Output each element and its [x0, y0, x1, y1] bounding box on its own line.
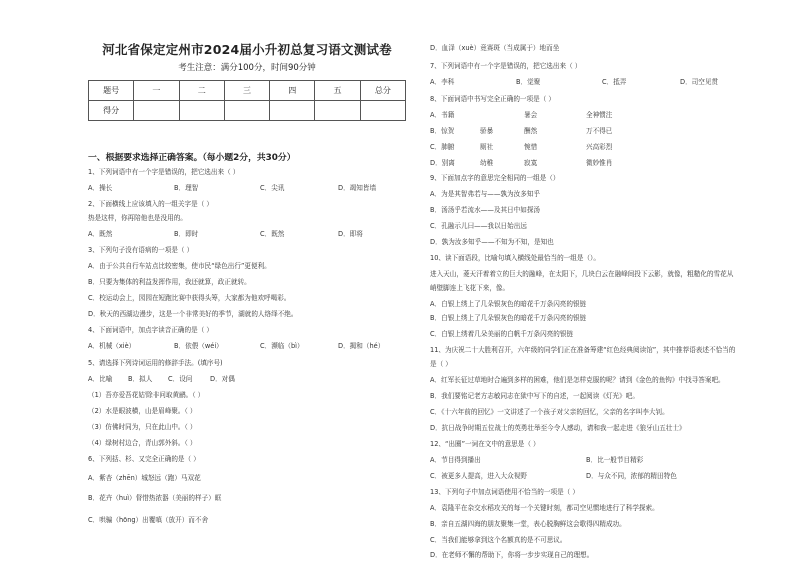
option-word: 幼稚 — [480, 159, 494, 167]
option[interactable]: C．被更多人提高，进入大众视野 — [430, 472, 527, 480]
question-11: 11、为庆祝二十大胜利召开，六年级的同学们正在准备筹建“红色经典阅读馆”，其中推荐语表述不恰当的 — [430, 346, 736, 354]
option[interactable]: A．李科 — [430, 78, 455, 86]
option[interactable]: B．比一般节目精彩 — [586, 456, 644, 464]
score-header-cell: 二 — [179, 81, 224, 101]
question-10-option-c[interactable]: C．白银上绣着几朵美丽的白帆千万条闪亮的银链 — [430, 330, 574, 338]
option[interactable]: D．对偶 — [210, 375, 235, 383]
option[interactable]: B．拟人 — [128, 375, 153, 383]
question-6-option-b[interactable]: B．花卉（huì）督惜热浓器（美丽的样子）眶 — [88, 494, 222, 502]
question-8: 8、下面词语中书写完全正确的一项是（ ） — [430, 95, 555, 103]
question-13-option-b[interactable]: B．亲自五湖四海的朋友聚集一堂，表心脱胸鲜这会歌得四精成功。 — [430, 520, 626, 528]
score-cell[interactable] — [360, 101, 405, 121]
score-header-cell: 三 — [224, 81, 269, 101]
option-label: A．书籍 — [430, 111, 455, 119]
question-1: 1、下列词语中有一个字是错误的，把它选出来（ ） — [88, 168, 240, 176]
option-word: 兴高彩烈 — [586, 143, 613, 151]
score-cell[interactable] — [179, 101, 224, 121]
question-11-option-c[interactable]: C．《十六年前的回忆》一文讲述了一个孩子对父亲的回忆，父亲的名字叫李大钊。 — [430, 408, 669, 416]
question-3: 3、下列句子没有语病的一项是（ ） — [88, 246, 194, 254]
question-10: 10、读下面语段，比喻句填入横线处最恰当的一组是（）。 — [430, 254, 600, 262]
question-3-option-b[interactable]: B．只要为集体的利益发挥作用，我还就算，政正就转。 — [88, 278, 251, 286]
score-table-row — [89, 101, 406, 121]
option[interactable]: A．操长 — [88, 184, 113, 192]
option-label: B．惊贺 — [430, 127, 455, 135]
option-label: C．肺腑 — [430, 143, 455, 151]
question-11-option-d[interactable]: D．抗日战争时期五位战士的英勇壮举至今令人感动，请和我一起走进《狼牙山五壮士》 — [430, 424, 686, 432]
score-cell[interactable] — [134, 101, 179, 121]
question-9-option-b[interactable]: B．汤汤乎若流水——及其日中如探汤 — [430, 206, 541, 214]
section-title: 一、根据要求选择正确答案。（每小题2分，共30分） — [88, 153, 296, 163]
option[interactable]: C．濒临（bì） — [260, 342, 304, 350]
question-9-option-a[interactable]: A．为是其智弗若与——孰为汝多知乎 — [430, 190, 541, 198]
score-header-cell: 一 — [134, 81, 179, 101]
score-row-label: 得分 — [89, 101, 134, 121]
score-cell[interactable] — [315, 101, 360, 121]
option-word: 寂寞 — [524, 159, 538, 167]
option[interactable]: C．抵弄 — [602, 78, 627, 86]
option-word: 厕社 — [480, 143, 494, 151]
question-2-sentence: 热是这样，你再陪他也是没用的。 — [88, 214, 187, 222]
option-label: D．别离 — [430, 159, 455, 167]
option[interactable]: D．即将 — [338, 230, 363, 238]
question-5-item-2: （2）水是眼波横，山是眉峰聚。（ ） — [88, 407, 197, 415]
option[interactable]: A．既然 — [88, 230, 113, 238]
question-5-item-1: （1）吾亦爱吾花姑ⁱ除非问取黄鹂。（ ） — [88, 391, 205, 399]
question-10-option-a[interactable]: A．白银上绣上了几朵银灰色的暗花千万条闪亮的银链 — [430, 300, 587, 308]
question-9-option-c[interactable]: C．孔融示儿曰——我以日始出远 — [430, 222, 527, 230]
question-13-option-a[interactable]: A．袁隆平在杂交水稻攻关的每一个关键时刻，都司空见惯地进行了科学探索。 — [430, 504, 659, 512]
question-7: 7、下列词语中有一个字是错误的，把它选出来（ ） — [430, 62, 582, 70]
question-12: 12、“出圈”一词在文中的意思是（ ） — [430, 440, 540, 448]
option-word: 微妙惟肖 — [586, 159, 613, 167]
option[interactable]: D．与众不同，浓郁的精田特色 — [586, 472, 677, 480]
option[interactable]: D．司空见贯 — [680, 78, 719, 86]
question-10-passage-line-1: 进入天山，菱天汗着着立的巨大的融峰，在太阳下，几块白云在融峰间投下云影，就像，粗糙化的雪花从 — [430, 270, 734, 278]
score-header-cell: 题号 — [89, 81, 134, 101]
question-6-option-a[interactable]: A．紫杏（zhēn）城怒远（跑）马双花 — [88, 474, 201, 482]
score-header-cell: 五 — [315, 81, 360, 101]
option-word: 全神惯注 — [586, 111, 613, 119]
score-header-cell: 四 — [270, 81, 315, 101]
option-word: 暑会 — [524, 111, 538, 119]
question-3-option-a[interactable]: A．由于公共自行车站点比较密集，使市民“绿色出行”更便利。 — [88, 262, 271, 270]
option[interactable]: A．机械（xiè） — [88, 342, 136, 350]
exam-notice: 考生注意：满分100分，时间90分钟 — [178, 63, 316, 73]
question-9-option-d[interactable]: D．孰为汝多知乎——不知为不知，是知也 — [430, 238, 554, 246]
option[interactable]: B．依偎（wéi） — [174, 342, 223, 350]
option[interactable]: B．理智 — [174, 184, 199, 192]
question-11-option-b[interactable]: B．我们要铭记老方志敏同志在狱中写下的自述，一起阅读《灯光》吧。 — [430, 392, 639, 400]
question-13: 13、下列句子中加点词语使用不恰当的一项是（ ） — [430, 488, 579, 496]
score-table — [88, 80, 406, 121]
option[interactable]: B．即时 — [174, 230, 199, 238]
page-title: 河北省保定定州市2024届小升初总复习语文测试卷 — [102, 42, 392, 57]
question-5-item-4: （4）绿树村边合，青山郭外斜。（ ） — [88, 439, 197, 447]
option[interactable]: C．设问 — [168, 375, 193, 383]
option[interactable]: D．揭和（hé） — [338, 342, 385, 350]
question-10-option-b[interactable]: B．白银上绣上了几朵银灰色的暗花千万条闪亮的银链 — [430, 314, 587, 322]
question-10-passage-line-2: 峭壁脚连上飞花下来，像。 — [430, 284, 510, 292]
option-word: 万不得已 — [586, 127, 613, 135]
score-header-cell: 总分 — [360, 81, 405, 101]
option[interactable]: A．节目得到播出 — [430, 456, 481, 464]
score-cell[interactable] — [224, 101, 269, 121]
question-11-option-a[interactable]: A．红军长征过草地时合遍到多样的困难，他们是怎样克服的呢？请到《金色的鱼钩》中找寻答案吧。 — [430, 376, 725, 384]
option[interactable]: A．比喻 — [88, 375, 113, 383]
option[interactable]: C．既然 — [260, 230, 285, 238]
question-13-option-d[interactable]: D．在老师不懈的帮助下，你将一步步实现自己的理想。 — [430, 551, 594, 559]
question-3-option-d[interactable]: D．秋天的西湖边漫步，这是一个非常美好的季节，湖就的人络绎不绝。 — [88, 310, 298, 318]
score-table-header-row — [89, 81, 406, 101]
question-11-blank: 是（ ） — [430, 360, 452, 368]
score-cell[interactable] — [270, 101, 315, 121]
question-6-option-c[interactable]: C．哄骗（hōng）出覆嗔（放开）而不舍 — [88, 516, 209, 524]
option-word: 骄暴 — [480, 127, 494, 135]
option-word: 酬然 — [524, 127, 538, 135]
question-6-option-d[interactable]: D．血泽（xuè）竟赛斑（当成属于）地而坐 — [430, 44, 560, 52]
question-13-option-c[interactable]: C．当我们能够拿到这个名额真的是不可思议。 — [430, 536, 567, 544]
question-4: 4、下面词语中，加点字读音正确的是（ ） — [88, 326, 213, 334]
option[interactable]: C．尖讯 — [260, 184, 285, 192]
option[interactable]: D．竭知皆墙 — [338, 184, 377, 192]
question-9: 9、下面加点字的意思完全相同的一组是（） — [430, 174, 560, 182]
question-5: 5、请选择下列诗词运用的修辞手法。(填序号) — [88, 359, 223, 367]
question-3-option-c[interactable]: C．校运动会上，园园在短跑比赛中获得头筹，大家都为他欢呼喝彩。 — [88, 294, 291, 302]
question-6: 6、下列括、杉、又完全正确的是（ ） — [88, 455, 200, 463]
question-2: 2、下面横线上应该填入的一组关字是（ ） — [88, 200, 213, 208]
option[interactable]: B．觉聚 — [516, 78, 541, 86]
question-5-item-3: （3）仿佛时同为，只在此山中。（ ） — [88, 423, 197, 431]
option-word: 惋惜 — [524, 143, 538, 151]
